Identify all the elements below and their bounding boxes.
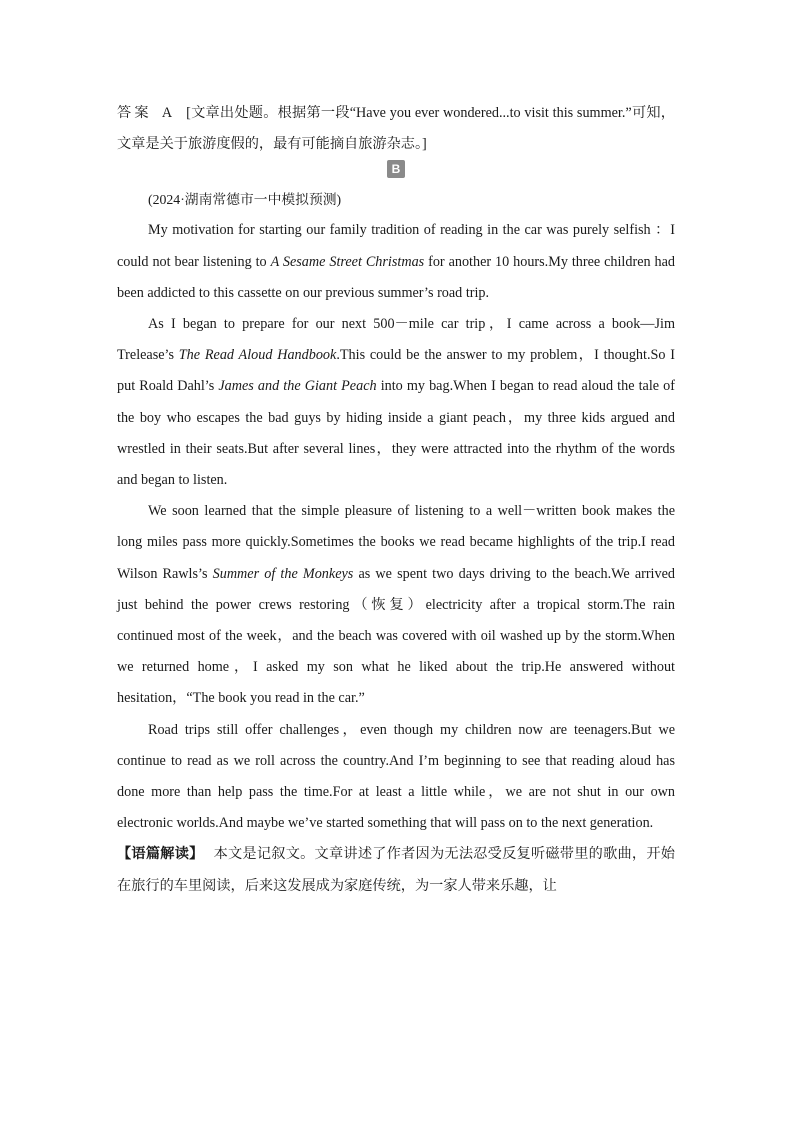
paragraph-text: into my bag.When I began to read aloud the tale of the boy who escapes the bad guys by hiding inside a giant peach，my three kids argued and wrestled in their seats.But after several lines，they were attracted into the rhythm of the words and began to listen. [117,378,675,489]
answer-letter: A [161,105,173,121]
book-title: James and the Giant Peach [218,378,377,395]
paragraph-text: for another 10 hours.My three children had been addicted to this cassette on our previous summer’s road trip. [117,253,675,301]
paragraph-text: as we spent two days driving to the beach.We arrived just behind the power crews restoring（恢复）electricity after a tropical storm.The rain continued most of the week，and the beach was covered with oil washed up by the storm.When we returned home，I asked my son what he liked about the trip.He answered without hesitation，“The book you read in the car.” [117,565,675,707]
passage-paragraph-4: Road trips still offer challenges，even though my children now are teenagers.But we continue to read as we roll across the country.And I’m beginning to see that reading aloud has done more than help pass the time.For at least a little while，we are not shut in our own electronic worlds.And maybe we’ve started something that will pass on to the next generation. [117,721,675,832]
paragraph-text: My motivation for starting our family tradition of reading in the car was purely selfish ：I could not bear listening to [117,222,675,270]
answer-block [117,98,675,160]
passage-paragraph-1 [117,215,675,309]
paragraph-text: .This could be the answer to my problem，I thought.So I put Roald Dahl’s [117,347,675,395]
analysis-label: 【语篇解读】 [117,846,204,863]
passage-paragraph-3 [117,496,675,714]
book-title: A Sesame Street Christmas [270,253,425,270]
book-title: Summer of the Monkeys [212,565,354,582]
answer-label: 答案 [117,105,152,121]
answer-explanation: [文章出处题。根据第一段“Have you ever wondered...to visit this summer.”可知，文章是关于旅游度假的，最有可能摘自旅游杂志。] [117,105,675,153]
document-content [117,98,675,902]
book-title: The Read Aloud Handbook [178,347,337,364]
section-badge: B [387,160,405,178]
passage-paragraph-2 [117,309,675,496]
section-badge-row [117,160,675,182]
analysis-block [117,839,675,901]
passage-source: (2024·湖南常德市一中模拟预测) [148,192,342,208]
paragraph-text: As I began to prepare for our next 500－mile car trip，I came across a book—Jim Trelease’s [117,316,675,364]
analysis-text: 本文是记叙文。文章讲述了作者因为无法忍受反复听磁带里的歌曲，开始在旅行的车里阅读，后来这发展成为家庭传统，为一家人带来乐趣，让 [117,846,675,894]
paragraph-text: We soon learned that the simple pleasure of listening to a well－written book makes the long miles pass more quickly.Sometimes the books we read became highlights of the trip.I read Wilson Rawls’s [117,503,675,582]
